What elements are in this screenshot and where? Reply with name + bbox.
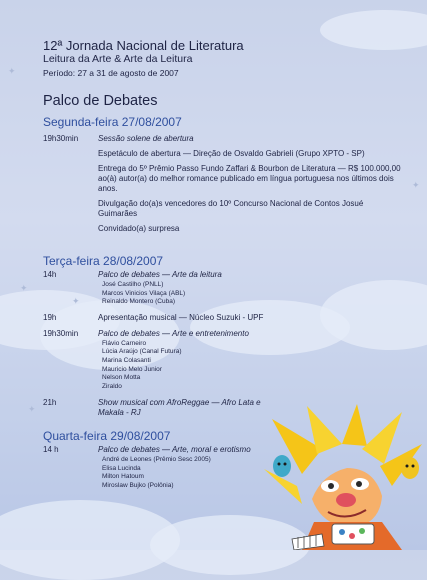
entry-paragraph: Entrega do 5º Prêmio Passo Fundo Zaffari & Bourbon de Literatura — R$ 100.000,00 ao(à) autor(a) do melhor romance publicado em língua portuguesa nos últimos dois anos.	[98, 164, 401, 193]
entry-paragraph: Divulgação do(a)s vencedores do 10º Concurso Nacional de Contos Josué Guimarães	[98, 199, 364, 218]
participant-name: Lúcia Araújo (Canal Futura)	[102, 348, 182, 356]
entry-heading: Palco de debates — Arte e entretenimento	[98, 328, 249, 338]
entry-heading: Sessão solene de abertura	[98, 134, 194, 143]
entry-time: 19h	[43, 312, 57, 322]
entry-description	[98, 398, 288, 418]
schedule-entry	[43, 313, 403, 323]
background-star-icon: ✦	[412, 180, 420, 190]
entry-description	[98, 270, 403, 307]
participant-name: Ziraldo	[102, 382, 122, 390]
day-title: Segunda-feira 27/08/2007	[43, 115, 182, 129]
schedule-entry	[43, 329, 403, 392]
entry-time: 21h	[43, 398, 57, 408]
entry-time: 14 h	[43, 445, 59, 454]
participant-name: Milton Hatoum	[102, 473, 144, 481]
entry-time: 19h30min	[43, 134, 79, 143]
mascot-illustration-icon	[262, 404, 427, 550]
entry-time: 14h	[43, 270, 57, 279]
participant-name: André de Leones (Prêmio Sesc 2005)	[102, 456, 211, 463]
participant-name: Reinaldo Montero (Cuba)	[102, 298, 175, 306]
entry-description	[98, 134, 403, 234]
participant-name: Marina Colasanti	[102, 356, 151, 364]
event-subtitle: Leitura da Arte & Arte da Leitura	[43, 53, 193, 65]
entry-text: Apresentação musical — Núcleo Suzuki - UPF	[98, 312, 264, 322]
entry-paragraph: Convidado(a) surpresa	[98, 224, 180, 233]
background-star-icon: ✦	[72, 296, 80, 306]
section-title: Palco de Debates	[43, 93, 158, 109]
participant-name: Miroslaw Bujko (Polônia)	[102, 481, 174, 489]
entry-description	[98, 313, 403, 323]
participant-name: José Castilho (PNLL)	[102, 281, 164, 288]
participant-name: Flávio Carneiro	[102, 339, 147, 347]
day-monday	[43, 115, 403, 234]
entry-heading: Show musical com AfroReggae — Afro Lata e Makala - RJ	[98, 398, 261, 418]
entry-heading: Palco de debates — Arte da leitura	[98, 270, 222, 279]
participant-name: Marcos Vinicios Vilaça (ABL)	[102, 289, 186, 297]
participant-name: Elisa Lucinda	[102, 464, 141, 472]
entry-description	[98, 329, 403, 392]
background-star-icon: ✦	[8, 66, 16, 76]
background-star-icon: ✦	[20, 283, 28, 293]
day-title: Terça-feira 28/08/2007	[43, 254, 164, 268]
tragedy-mask-icon	[401, 457, 419, 479]
entry-heading: Palco de debates — Arte, moral e erotismo	[98, 445, 251, 454]
participant-name: Mauricio Melo Junior	[102, 365, 162, 373]
schedule-entry	[43, 270, 403, 307]
participant-list	[102, 340, 403, 392]
participant-list	[102, 281, 403, 307]
day-tuesday	[43, 254, 403, 418]
participant-name: Nelson Motta	[102, 374, 141, 382]
schedule-entry	[43, 134, 403, 234]
event-title: 12ª Jornada Nacional de Literatura	[43, 38, 244, 53]
day-title: Quarta-feira 29/08/2007	[43, 429, 171, 443]
event-period: Período: 27 a 31 de agosto de 2007	[43, 68, 179, 78]
header	[43, 38, 244, 80]
comedy-mask-icon	[273, 455, 291, 477]
entry-paragraph: Espetáculo de abertura — Direção de Osvaldo Gabrieli (Grupo XPTO - SP)	[98, 149, 365, 158]
background-star-icon: ✦	[28, 404, 36, 414]
entry-time: 19h30min	[43, 328, 79, 338]
